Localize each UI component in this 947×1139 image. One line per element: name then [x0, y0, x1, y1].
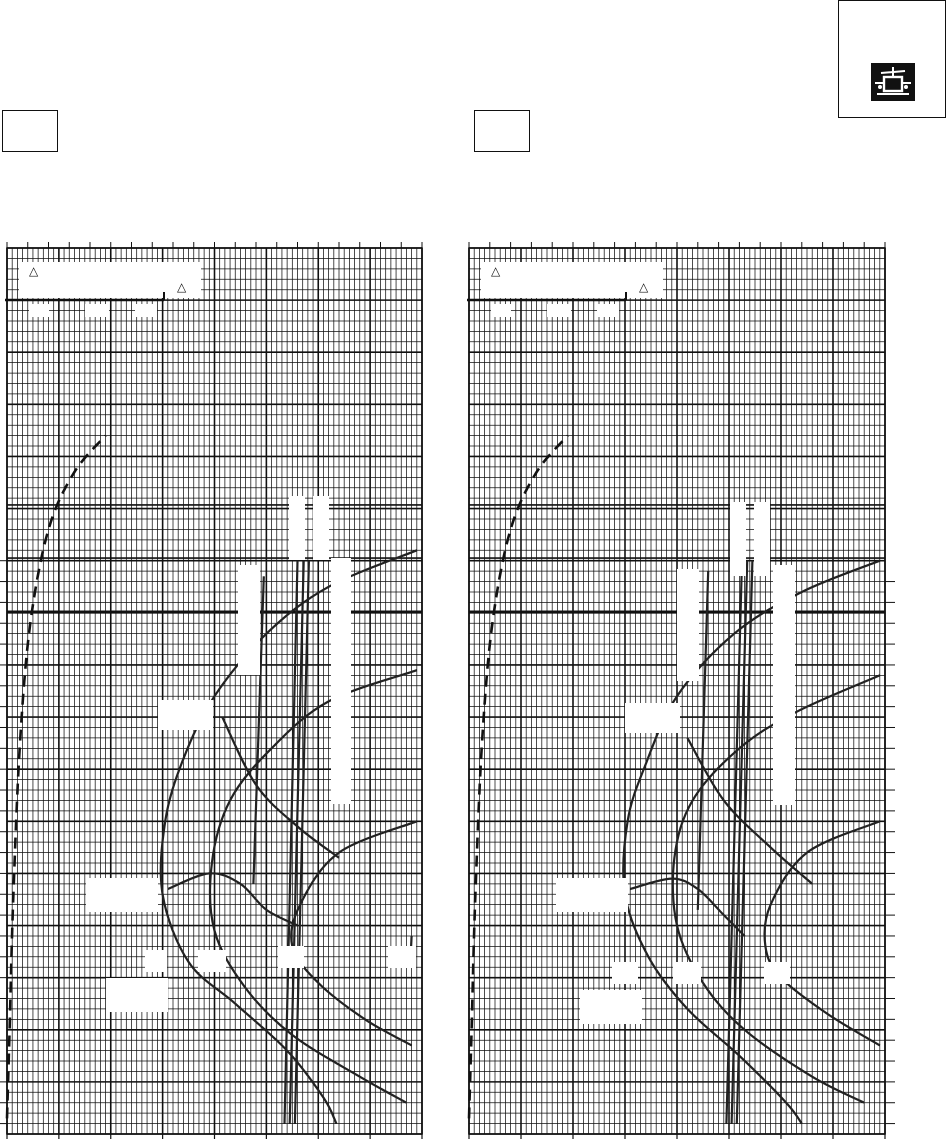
blank-label-area: [730, 502, 746, 576]
blank-label-area: [331, 558, 351, 804]
legend-box: [19, 262, 201, 298]
blank-label-area: [145, 950, 167, 972]
blank-label-area: [612, 962, 638, 984]
series-line-4: [168, 873, 298, 925]
legend-label-space: [85, 304, 109, 317]
grid: [469, 248, 885, 1134]
blank-label-area: [388, 946, 416, 968]
label-areas: [556, 502, 795, 1024]
blank-label-area: [278, 946, 304, 968]
blank-label-area: [773, 565, 795, 805]
legend-box: [481, 262, 663, 298]
blank-label-area: [673, 962, 701, 984]
blank-label-area: [86, 878, 158, 912]
legend: [467, 262, 663, 317]
legend-symbol-b: △: [177, 280, 187, 294]
blank-label-area: [313, 496, 329, 560]
legend-symbol-a: △: [491, 264, 501, 278]
legend: [5, 262, 201, 317]
blank-label-area: [238, 565, 260, 675]
blank-label-area: [580, 990, 642, 1024]
series-line-1: [469, 436, 568, 1119]
blank-label-area: [754, 502, 770, 576]
legend-symbol-a: △: [29, 264, 39, 278]
legend-label-space: [29, 304, 49, 317]
series-line-6: [291, 821, 417, 1045]
legend-label-space: [597, 304, 619, 317]
series-line-1: [7, 436, 106, 1119]
legend-label-space: [135, 304, 157, 317]
blank-label-area: [677, 569, 699, 681]
legend-label-space: [491, 304, 511, 317]
blank-label-area: [106, 978, 168, 1012]
legend-label-space: [547, 304, 571, 317]
blank-label-area: [289, 496, 305, 560]
legend-symbol-b: △: [639, 280, 649, 294]
left-chart: [0, 242, 422, 1139]
right-chart: [467, 242, 895, 1139]
grid: [7, 248, 422, 1134]
blank-label-area: [158, 700, 213, 730]
blank-label-area: [198, 950, 226, 972]
blank-label-area: [556, 878, 628, 912]
blank-label-area: [625, 703, 680, 733]
blank-label-area: [764, 962, 790, 984]
